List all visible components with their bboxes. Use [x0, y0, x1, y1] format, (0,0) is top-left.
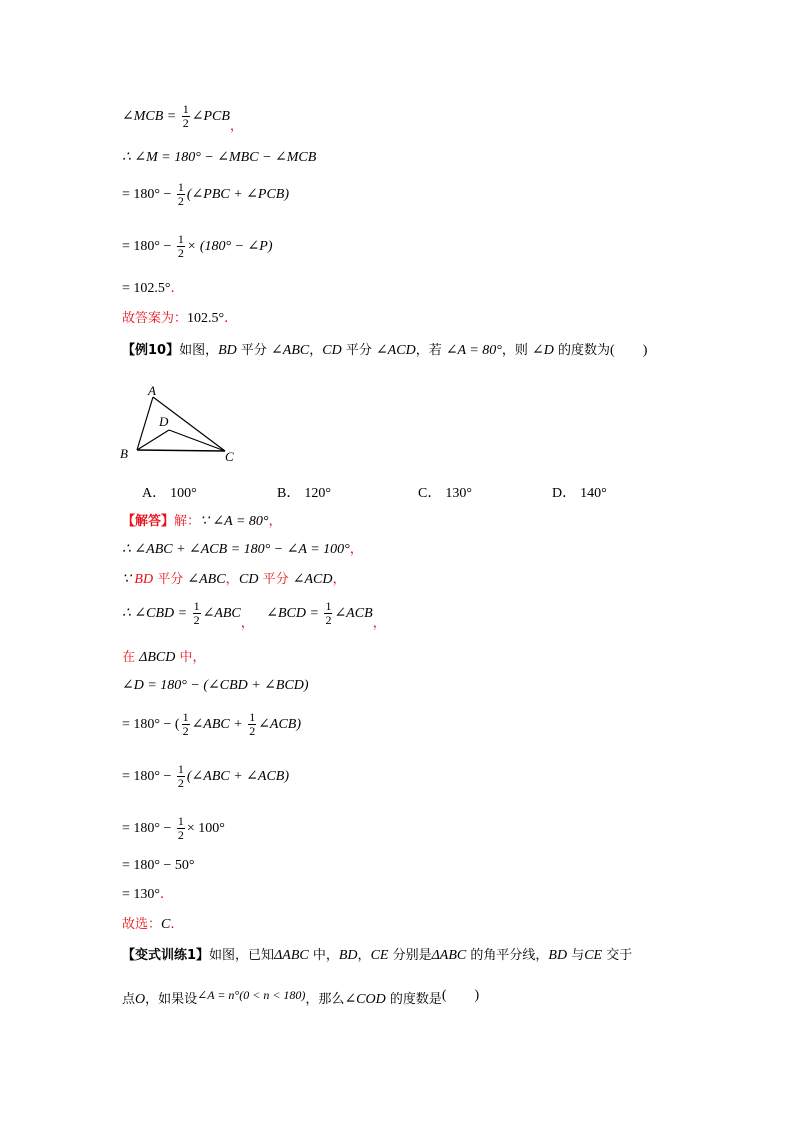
fraction: $\frac{1}{2}$	[177, 180, 184, 208]
option-b[interactable]: B． 120°	[277, 486, 331, 501]
answer-line: 故答案为：102.5°．	[122, 310, 238, 326]
derivation-line-3: = 180° − $\frac{1}{2}$ (∠PBC + ∠PCB)	[122, 180, 290, 208]
derivation-line-2: ∴ ∠M = 180° − ∠MBC − ∠MCB	[122, 150, 317, 165]
triangle-figure	[115, 383, 245, 463]
solution-line-5: 在 ΔBCD 中，	[122, 650, 206, 665]
option-d[interactable]: D． 140°	[552, 486, 607, 501]
label-b: B	[120, 446, 128, 461]
edge-bc	[137, 450, 225, 451]
example-question: 【例10】如图，BD 平分 ∠ABC，CD 平分 ∠ACD，若 ∠A = 80°，则 ∠D 的度数为( )	[122, 343, 648, 358]
solution-line-1: 【解答】解：∵ ∠A = 80°，	[122, 513, 283, 529]
fraction: $\frac{1}{2}$	[249, 710, 256, 738]
fraction: $\frac{1}{2}$	[193, 599, 200, 627]
label-a: A	[148, 383, 156, 398]
solution-line-8: = 180° − $\frac{1}{2}$ (∠ABC + ∠ACB)	[122, 762, 290, 790]
fraction: $\frac{1}{2}$	[177, 814, 184, 842]
solution-line-9: = 180° − $\frac{1}{2}$ × 100°	[122, 814, 225, 842]
solution-line-4: ∴ ∠CBD = $\frac{1}{2}$ ∠ABC，∠BCD = $\frac{1}{2}$ ∠ACB，	[122, 599, 387, 631]
solution-line-6: ∠D = 180° − (∠CBD + ∠BCD)	[122, 678, 309, 693]
solution-line-10: = 180° − 50°	[122, 858, 195, 873]
solution-line-11: = 130°．	[122, 886, 174, 902]
fraction: $\frac{1}{2}$	[182, 102, 189, 130]
option-c[interactable]: C． 130°	[418, 486, 472, 501]
fraction: $\frac{1}{2}$	[182, 710, 189, 738]
derivation-line-4: = 180° − $\frac{1}{2}$ × (180° − ∠P)	[122, 232, 273, 260]
variant-question-line-2: 点O，如果设∠A = n°(0 < n < 180)，那么∠COD 的度数是( )	[122, 988, 480, 1007]
fraction: $\frac{1}{2}$	[177, 232, 184, 260]
label-c: C	[225, 449, 234, 463]
edge-dc	[169, 430, 225, 451]
variant-question-line-1: 【变式训练1】如图，已知ΔABC 中，BD，CE 分别是ΔABC 的角平分线，BD 与CE 交于	[122, 948, 633, 963]
solution-line-3: ∵ BD 平分 ∠ABC，CD 平分 ∠ACD，	[122, 571, 346, 587]
derivation-line-1: ∠MCB = $\frac{1}{2}$ ∠PCB，	[122, 102, 244, 134]
fraction: $\frac{1}{2}$	[325, 599, 332, 627]
fraction: $\frac{1}{2}$	[177, 762, 184, 790]
option-a[interactable]: A． 100°	[142, 486, 197, 501]
solution-line-7: = 180° − ( $\frac{1}{2}$ ∠ABC + $\frac{1}{2}$ ∠ACB)	[122, 710, 302, 738]
solution-choice: 故选：C．	[122, 916, 184, 932]
label-d: D	[159, 414, 169, 429]
derivation-line-5: = 102.5°．	[122, 280, 184, 296]
solution-line-2: ∴ ∠ABC + ∠ACB = 180° − ∠A = 100°，	[122, 541, 364, 557]
